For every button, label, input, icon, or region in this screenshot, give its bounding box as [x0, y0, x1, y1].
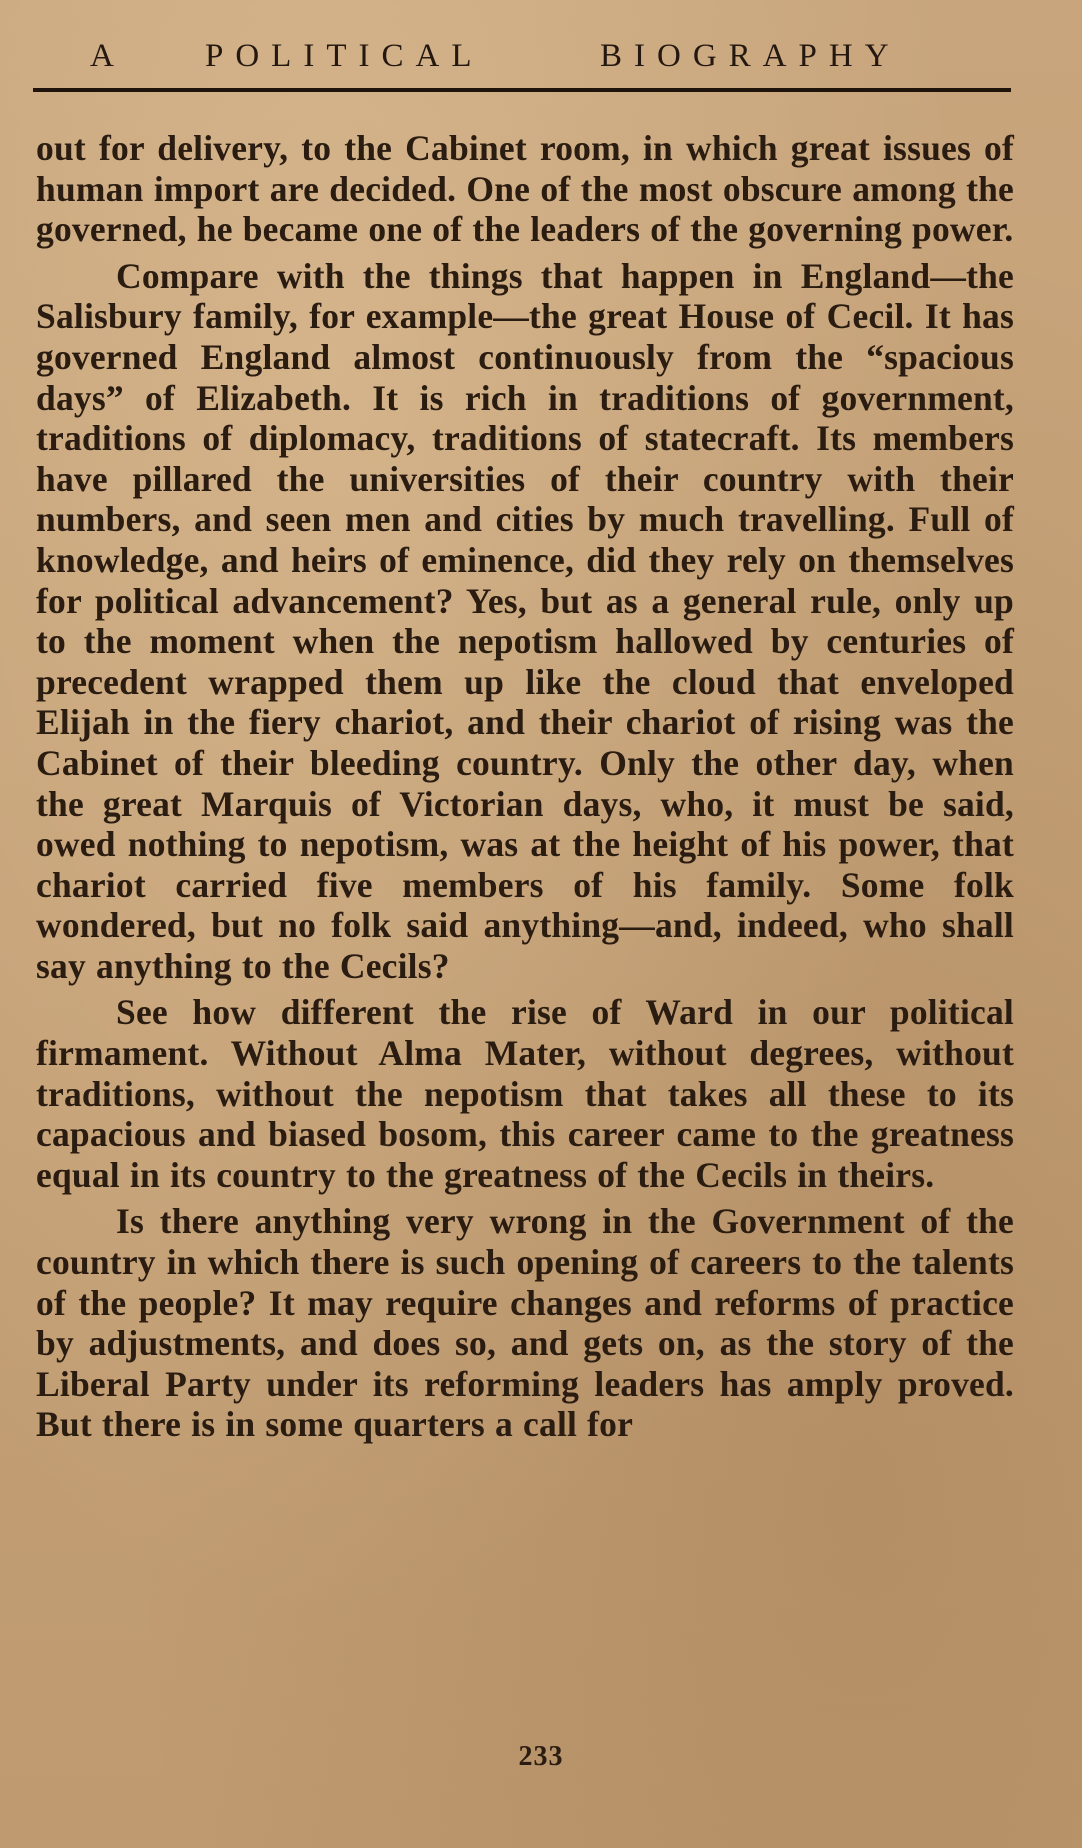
header-rule: [33, 88, 1011, 92]
running-header-word: A: [90, 38, 126, 74]
running-header: [0, 38, 1082, 82]
paragraph: out for delivery, to the Cabinet room, in which great issues of human import are decided. One of the most obscure among the governed, he became one of the leaders of the governing power.: [36, 128, 1014, 250]
body-text: [36, 128, 1014, 1445]
page-number: 233: [518, 1741, 564, 1772]
paragraph: Compare with the things that happen in England—the Salisbury family, for example—the great House of Cecil. It has governed England almost continuously from the “spacious days” of Elizabeth. It is rich in traditions of government, traditions of diplomacy, traditions of statecraft. Its members have pillared the universities of their country with their numbers, and seen men and cities by much travelling. Full of knowledge, and heirs of eminence, did they rely on themselves for political advancement? Yes, but as a general rule, only up to the moment when the nepotism hallowed by centuries of precedent wrapped them up like the cloud that enveloped Elijah in the fiery chariot, and their chariot of rising was the Cabinet of their bleeding country. Only the other day, when the great Marquis of Victorian days, who, it must be said, owed nothing to nepotism, was at the height of his power, that chariot carried five members of his family. Some folk wondered, but no folk said anything—and, indeed, who shall say anything to the Cecils?: [36, 255, 1014, 986]
running-header-word: POLITICAL: [205, 38, 484, 74]
running-header-word: BIOGRAPHY: [600, 38, 901, 74]
paragraph: Is there anything very wrong in the Government of the country in which there is such opening of careers to the talents of the people? It may require changes and reforms of practice by adjustments, and does so, and gets on, as the story of the Liberal Party under its reforming leaders has amply proved. But there is in some quarters a call for: [36, 1201, 1014, 1445]
paragraph: See how different the rise of Ward in our political firmament. Without Alma Mater, without degrees, without traditions, without the nepotism that takes all these to its capacious and biased bosom, this career came to the greatness equal in its country to the greatness of the Cecils in theirs.: [36, 992, 1014, 1195]
